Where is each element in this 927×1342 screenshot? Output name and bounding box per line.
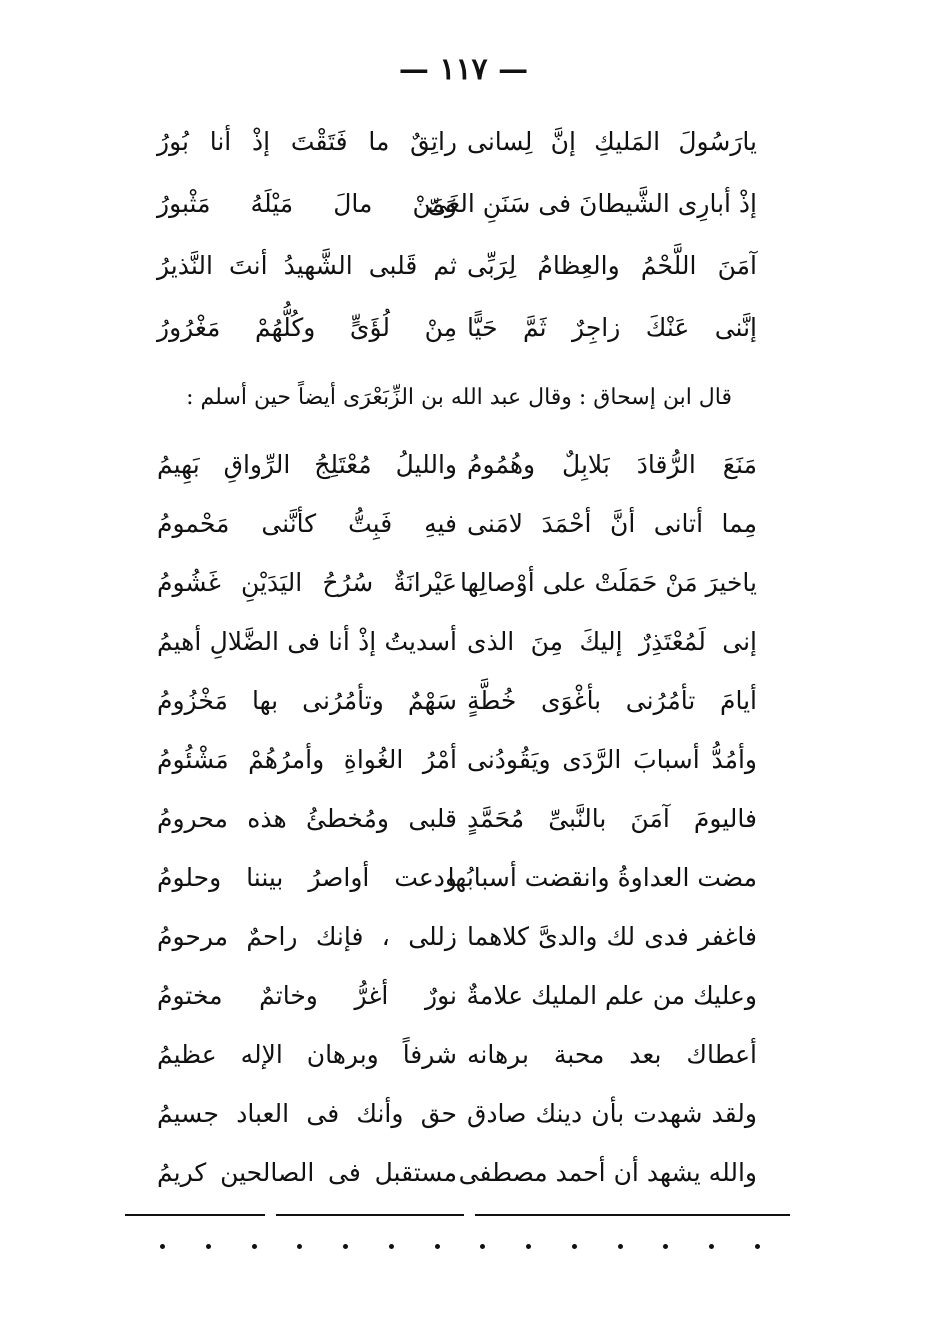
footer-dot: [709, 1244, 714, 1249]
verse-line: [0, 799, 927, 839]
verse-line: [0, 504, 927, 544]
second-hemistich: مِنْ لُؤَىٍّ وكُلُّهُمْ مَغْرُورُ: [157, 313, 457, 342]
verse-line: [0, 976, 927, 1016]
first-hemistich: مِما أتانى أنَّ أحْمَدَ لامَنى: [467, 509, 757, 538]
verse-line: [0, 917, 927, 957]
second-hemistich: فيهِ فَبِتُّ كأنَّنى مَحْمومُ: [157, 509, 457, 538]
first-hemistich: مضت العداوةُ وانقضت أسبابُها: [447, 863, 757, 892]
footer-dot: [526, 1244, 531, 1249]
second-hemistich: زللى ، فإنك راحمٌ مرحومُ: [157, 922, 457, 951]
verse-line: [0, 1094, 927, 1134]
footer-dot: [755, 1244, 760, 1249]
second-hemistich: والليلُ مُعْتَلِجُ الرِّواقِ بَهِيمُ: [157, 450, 457, 479]
footer-dot: [343, 1244, 348, 1249]
footer-dot: [297, 1244, 302, 1249]
verse-line: [0, 740, 927, 780]
first-hemistich: فاغفر فدى لك والدىَّ كلاهما: [467, 922, 757, 951]
second-hemistich: أسديتُ إذْ أنا فى الضَّلالِ أهيمُ: [157, 627, 457, 656]
footer-dot: [663, 1244, 668, 1249]
first-hemistich: ولقد شهدت بأن دينك صادق: [467, 1099, 757, 1128]
second-hemistich: شرفاً وبرهان الإله عظيمُ: [157, 1040, 457, 1069]
first-hemistich: وأمُدُّ أسبابَ الرَّدَى ويَقُودُنى: [467, 745, 757, 774]
first-hemistich: إنَّنى عَنْكَ زاجِرٌ ثَمَّ حَيًّا: [467, 313, 757, 342]
footer-dot: [480, 1244, 485, 1249]
first-hemistich: إنى لَمُعْتَذِرٌ إليكَ مِنَ الذى: [467, 627, 757, 656]
verse-line: [0, 1035, 927, 1075]
verse-line: [0, 122, 927, 162]
footer-dot: [435, 1244, 440, 1249]
second-hemistich: أمْرُ الغُواةِ وأمرُهُمْ مَشْئُومُ: [157, 745, 457, 774]
second-hemistich: ثم قَلبى الشَّهيدُ أنتَ النَّذيرُ: [157, 251, 457, 280]
footer-dot-row: [160, 1244, 760, 1254]
page-number: — ١١٧ —: [398, 52, 529, 87]
first-hemistich: أعطاك بعد محبة برهانه: [467, 1040, 757, 1069]
footer-dot: [252, 1244, 257, 1249]
first-hemistich: فاليومَ آمَنَ بالنَّبىِّ مُحَمَّدٍ: [467, 804, 757, 833]
footer-rule-middle: [276, 1214, 464, 1216]
verse-line: [0, 184, 927, 224]
footer-dot: [206, 1244, 211, 1249]
second-hemistich: وَمَنْ مالَ مَيْلَهُ مَثْبورُ: [157, 189, 457, 218]
poem-intro: قال ابن إسحاق : وقال عبد الله بن الزِّبَعْرَى أيضاً حين أسلم :: [186, 385, 732, 410]
footer-dot: [160, 1244, 165, 1249]
footer-dot: [572, 1244, 577, 1249]
second-hemistich: نورٌ أغرُّ وخاتمٌ مختومُ: [157, 981, 457, 1010]
verse-line: [0, 681, 927, 721]
second-hemistich: ودعت أواصرُ بيننا وحلومُ: [157, 863, 457, 892]
first-hemistich: وعليك من علم المليك علامةٌ: [466, 981, 757, 1010]
first-hemistich: إذْ أبارِى الشَّيطانَ فى سَنَنِ الغَىّ: [427, 189, 757, 218]
verse-line: [0, 858, 927, 898]
second-hemistich: سَهْمٌ وتأمُرُنى بها مَخْزُومُ: [157, 686, 457, 715]
footer-dot: [389, 1244, 394, 1249]
first-hemistich: يارَسُولَ المَليكِ إنَّ لِسانى: [467, 127, 757, 156]
second-hemistich: حق وأنك فى العباد جسيمُ: [157, 1099, 457, 1128]
first-hemistich: آمَنَ اللَّحْمُ والعِظامُ لِرَبِّى: [467, 251, 757, 280]
first-hemistich: والله يشهد أن أحمد مصطفى: [458, 1158, 757, 1187]
first-hemistich: ياخيرَ مَنْ حَمَلَتْ على أوْصالِها: [460, 568, 757, 597]
footer-rule-right: [475, 1214, 790, 1216]
first-hemistich: أيامَ تأمُرُنى بأغْوَى خُطَّةٍ: [467, 686, 757, 715]
verse-line: [0, 246, 927, 286]
second-hemistich: عَيْرانَةٌ سُرُحُ اليَدَيْنِ غَشُومُ: [157, 568, 457, 597]
verse-line: [0, 308, 927, 348]
verse-line: [0, 622, 927, 662]
footer-dot: [618, 1244, 623, 1249]
second-hemistich: قلبى ومُخطئُ هذه محرومُ: [157, 804, 457, 833]
verse-line: [0, 1153, 927, 1193]
footer-rule-left: [125, 1214, 265, 1216]
first-hemistich: مَنَعَ الرُّقادَ بَلابِلٌ وهُمُومُ: [467, 450, 757, 479]
second-hemistich: مستقبل فى الصالحين كريمُ: [157, 1158, 457, 1187]
verse-line: [0, 563, 927, 603]
second-hemistich: راتِقٌ ما فَتَقْتَ إذْ أنا بُورُ: [157, 127, 457, 156]
verse-line: [0, 445, 927, 485]
